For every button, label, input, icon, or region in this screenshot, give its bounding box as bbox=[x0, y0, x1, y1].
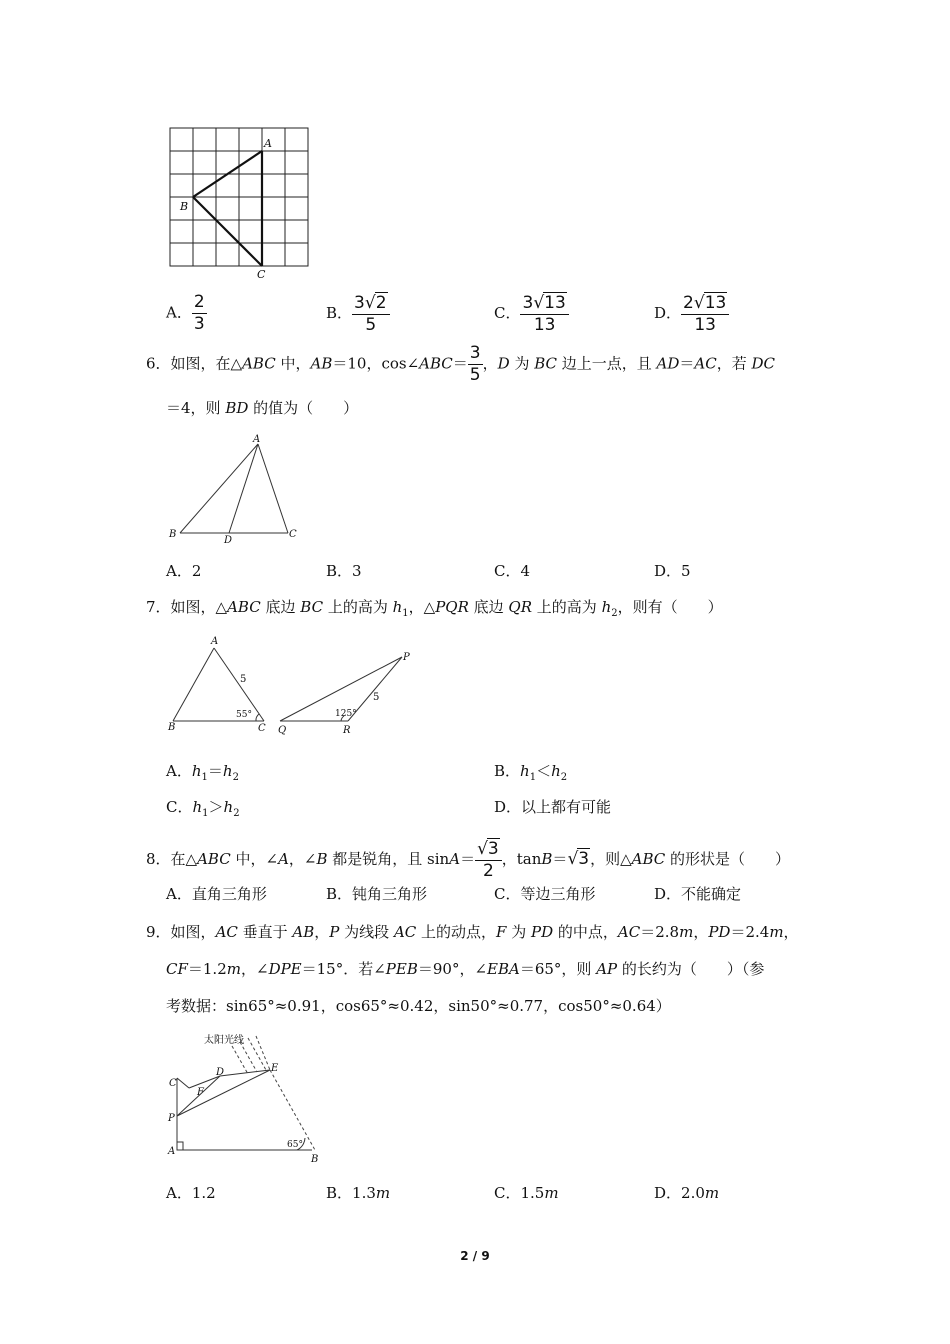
q6-option-d[interactable]: D．5 bbox=[654, 562, 691, 580]
q7-label-p: P bbox=[403, 652, 410, 663]
q6-label-b: B bbox=[169, 529, 177, 540]
q9-label-c: C bbox=[169, 1078, 177, 1089]
q7-option-a[interactable]: A．$h_1=h_2$ bbox=[166, 762, 239, 783]
q7-label-b: B bbox=[168, 722, 176, 733]
q8-option-a[interactable]: A．直角三角形 bbox=[166, 885, 267, 903]
q7-side-label-2: 5 bbox=[373, 692, 380, 703]
q9-option-c[interactable]: C．1.5m bbox=[494, 1184, 559, 1202]
q7-text: 7．如图，△ABC 底边 BC 上的高为 $h_1$，△PQR 底边 QR 上的高为 $h_2$，则有（ ） bbox=[146, 598, 723, 619]
q5-label-a: A bbox=[264, 137, 272, 150]
q7-label-q: Q bbox=[278, 725, 287, 736]
q9-label-d: D bbox=[216, 1067, 225, 1078]
q8-option-b[interactable]: B．钝角三角形 bbox=[326, 885, 428, 903]
q5-option-a[interactable]: A． $\frac{2}{3}$ bbox=[166, 292, 205, 334]
q9-sunlight-figure bbox=[160, 1028, 335, 1170]
q9-label-p: P bbox=[168, 1113, 175, 1124]
q6-option-c[interactable]: C．4 bbox=[494, 562, 531, 580]
q7-option-c[interactable]: C．$h_1>h_2$ bbox=[166, 798, 240, 819]
q6-label-c: C bbox=[289, 529, 297, 540]
q9-option-a[interactable]: A．1.2 bbox=[166, 1184, 216, 1202]
q5-label-b: B bbox=[180, 200, 189, 213]
q5-grid-figure bbox=[160, 120, 320, 285]
q9-text-line2: CF＝1.2m，∠DPE＝15°．若∠PEB＝90°，∠EBA＝65°，则 AP 的长约为（ ）（参 bbox=[166, 960, 765, 978]
q7-label-c: C bbox=[258, 723, 266, 734]
q5-option-d[interactable]: D． $\frac{2√13}{13}$ bbox=[654, 292, 729, 336]
q8-option-d[interactable]: D．不能确定 bbox=[654, 885, 742, 903]
q8-text: 8．在△ABC 中，∠A，∠B 都是锐角，且 sinA＝ $\frac{√3}{2}$ ，tanB＝√3，则△ABC 的形状是（ ） bbox=[146, 839, 791, 881]
q7-side-label-1: 5 bbox=[240, 674, 247, 685]
q7-option-b[interactable]: B．$h_1<h_2$ bbox=[494, 762, 568, 783]
q5-option-c[interactable]: C． $\frac{3√13}{13}$ bbox=[494, 292, 569, 336]
q9-angle-label: 65° bbox=[287, 1140, 303, 1150]
q7-option-d[interactable]: D．以上都有可能 bbox=[494, 798, 612, 816]
q7-label-r: R bbox=[343, 725, 351, 736]
page-number: 2 / 9 bbox=[460, 1249, 490, 1263]
q7-triangles-figure bbox=[160, 630, 420, 740]
q9-option-d[interactable]: D．2.0m bbox=[654, 1184, 720, 1202]
q6-label-a: A bbox=[253, 434, 261, 445]
q6-label-d: D bbox=[224, 535, 233, 545]
q9-option-b[interactable]: B．1.3m bbox=[326, 1184, 391, 1202]
q9-label-e: E bbox=[271, 1063, 279, 1074]
q7-label-a: A bbox=[211, 636, 219, 647]
q9-label-b: B bbox=[311, 1154, 319, 1165]
q8-option-c[interactable]: C．等边三角形 bbox=[494, 885, 596, 903]
q6-text-line2: ＝4，则 BD 的值为（ ） bbox=[166, 399, 359, 417]
q9-label-a: A bbox=[168, 1146, 176, 1157]
q5-label-c: C bbox=[257, 268, 266, 281]
q7-angle-label-1: 55° bbox=[236, 710, 252, 720]
q9-text-line3: 考数据：sin65°≈0.91，cos65°≈0.42，sin50°≈0.77，cos50°≈0.64） bbox=[166, 997, 671, 1015]
q9-text-line1: 9．如图，AC 垂直于 AB，P 为线段 AC 上的动点，F 为 PD 的中点，AC＝2.8m，PD＝2.4m， bbox=[146, 923, 799, 941]
q9-label-f: F bbox=[197, 1087, 204, 1098]
q7-angle-label-2: 125° bbox=[335, 709, 357, 719]
q6-option-b[interactable]: B．3 bbox=[326, 562, 362, 580]
q6-option-a[interactable]: A．2 bbox=[166, 562, 202, 580]
q6-text-line1: 6．如图，在△ABC 中，AB＝10，cos∠ABC＝ $\frac{3}{5}$ ，D 为 BC 边上一点，且 AD＝AC，若 DC bbox=[146, 343, 776, 385]
q5-option-b[interactable]: B． $\frac{3√2}{5}$ bbox=[326, 292, 390, 336]
q6-triangle-figure bbox=[160, 430, 310, 545]
q9-sunlight-label: 太阳光线 bbox=[204, 1035, 244, 1046]
